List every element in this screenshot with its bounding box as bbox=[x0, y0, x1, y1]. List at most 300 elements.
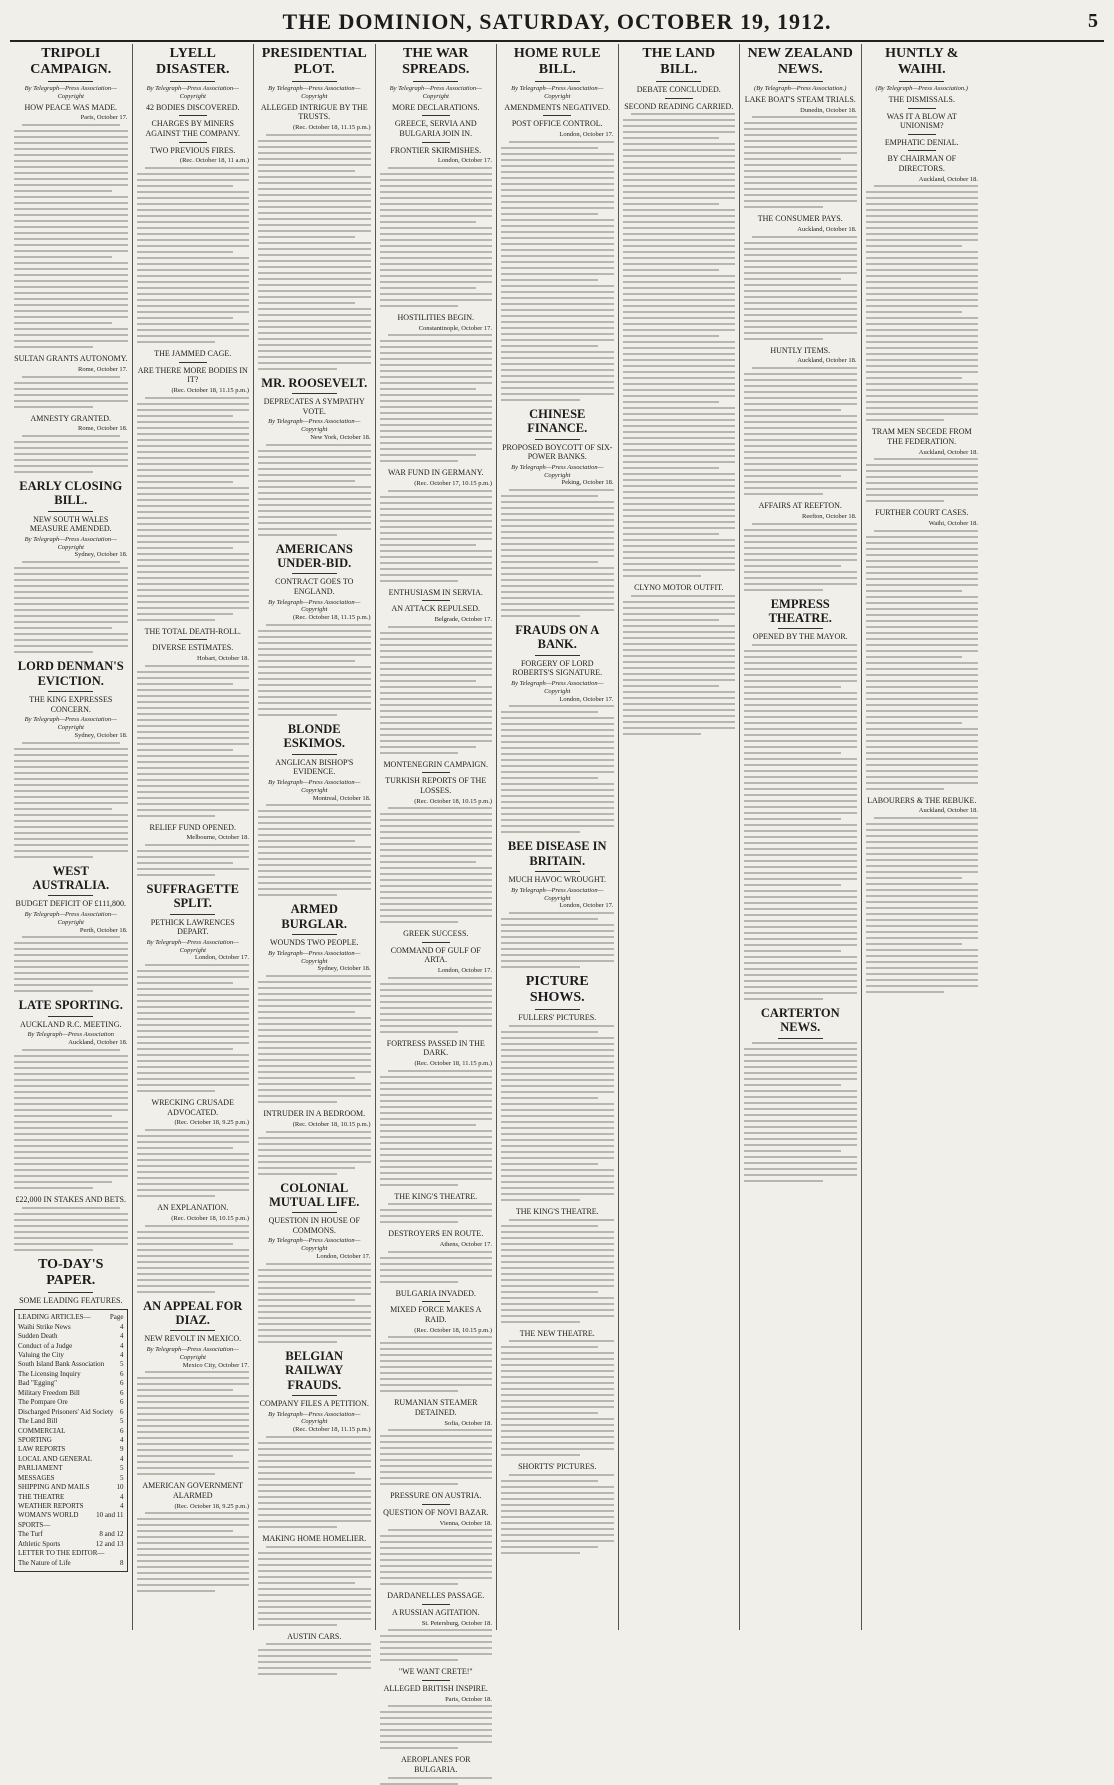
text-line bbox=[744, 308, 857, 310]
text-line bbox=[380, 406, 493, 408]
index-page: 5 bbox=[120, 1360, 124, 1369]
text-line bbox=[380, 1565, 493, 1567]
text-line bbox=[501, 1115, 614, 1117]
text-line bbox=[744, 968, 857, 970]
text-line bbox=[380, 370, 493, 372]
sub-headline: COMPANY FILES A PETITION. bbox=[259, 1398, 369, 1408]
article-body-text bbox=[744, 236, 857, 340]
text-line bbox=[380, 293, 493, 295]
article-section bbox=[744, 46, 857, 208]
text-line bbox=[137, 994, 250, 996]
text-line bbox=[501, 177, 614, 179]
text-line bbox=[623, 631, 736, 633]
text-line bbox=[258, 1269, 371, 1271]
text-line bbox=[380, 185, 493, 187]
text-line bbox=[744, 140, 857, 142]
text-line bbox=[501, 1091, 614, 1093]
text-line bbox=[380, 508, 493, 510]
text-line bbox=[501, 1394, 614, 1396]
text-line bbox=[744, 373, 857, 375]
text-line bbox=[501, 1187, 614, 1189]
text-line bbox=[380, 704, 493, 706]
text-line bbox=[380, 825, 493, 827]
text-line bbox=[258, 1520, 371, 1522]
text-line bbox=[137, 725, 250, 727]
text-line bbox=[380, 843, 493, 845]
text-line bbox=[137, 475, 250, 477]
text-line bbox=[14, 760, 128, 762]
text-line bbox=[501, 1079, 614, 1081]
dateline: London, October 17. bbox=[437, 157, 492, 165]
text-line bbox=[137, 511, 250, 513]
text-line bbox=[744, 559, 857, 561]
article-section bbox=[380, 588, 493, 754]
text-line bbox=[866, 263, 979, 265]
text-line bbox=[380, 1447, 493, 1449]
dateline: London, October 17. bbox=[316, 1253, 371, 1261]
text-line bbox=[501, 1364, 614, 1366]
index-row bbox=[18, 1493, 124, 1502]
text-line bbox=[623, 257, 736, 259]
text-line bbox=[258, 858, 371, 860]
text-line bbox=[258, 1071, 371, 1073]
text-line bbox=[258, 1173, 337, 1175]
text-line bbox=[380, 1541, 493, 1543]
text-line bbox=[380, 1641, 493, 1643]
article-section bbox=[258, 542, 371, 716]
text-line bbox=[866, 407, 979, 409]
text-line bbox=[744, 836, 857, 838]
text-line bbox=[744, 938, 857, 940]
text-line bbox=[380, 746, 477, 748]
text-line bbox=[14, 232, 128, 234]
text-line bbox=[380, 1281, 459, 1283]
text-line bbox=[501, 1285, 614, 1287]
text-line bbox=[137, 251, 234, 253]
text-line bbox=[258, 1594, 371, 1596]
sub-headline: THE KING'S THEATRE. bbox=[394, 1191, 478, 1201]
text-line bbox=[380, 299, 493, 301]
text-line bbox=[380, 1263, 493, 1265]
text-line bbox=[501, 1321, 580, 1323]
text-line bbox=[137, 1066, 250, 1068]
article-body-text bbox=[137, 1129, 250, 1197]
text-line bbox=[258, 308, 371, 310]
text-line bbox=[258, 822, 371, 824]
sub-headline: WOUNDS TWO PEOPLE. bbox=[269, 938, 359, 948]
text-line bbox=[501, 1442, 614, 1444]
text-line bbox=[258, 302, 355, 304]
text-line bbox=[258, 1005, 371, 1007]
text-line bbox=[744, 1108, 857, 1110]
text-line bbox=[145, 397, 250, 399]
text-line bbox=[501, 273, 614, 275]
text-line bbox=[258, 882, 371, 884]
text-line bbox=[501, 1073, 614, 1075]
text-line bbox=[866, 566, 979, 568]
sub-headline: FORGERY OF LORD ROBERTS'S SIGNATURE. bbox=[512, 658, 603, 678]
article-section bbox=[137, 823, 250, 876]
text-line bbox=[744, 182, 857, 184]
text-line bbox=[501, 1406, 614, 1408]
text-line bbox=[380, 1184, 459, 1186]
text-line bbox=[145, 844, 250, 846]
text-line bbox=[623, 667, 736, 669]
article-section bbox=[380, 1289, 493, 1393]
dateline: London, October 17. bbox=[437, 967, 492, 975]
text-line bbox=[137, 541, 250, 543]
text-line bbox=[137, 1572, 250, 1574]
text-line bbox=[501, 1031, 598, 1033]
text-line bbox=[14, 178, 128, 180]
text-line bbox=[137, 329, 250, 331]
text-line bbox=[258, 1101, 337, 1103]
text-line bbox=[744, 866, 857, 868]
text-line bbox=[380, 698, 493, 700]
text-line bbox=[501, 375, 614, 377]
text-line bbox=[623, 347, 736, 349]
article-section bbox=[744, 214, 857, 339]
sub-headline: MUCH HAVOC WROUGHT. bbox=[508, 875, 607, 885]
text-line bbox=[137, 1455, 234, 1457]
article-section bbox=[14, 998, 128, 1189]
dateline: (Rec. October 17, 10.15 p.m.) bbox=[414, 479, 492, 487]
text-line bbox=[14, 160, 128, 162]
text-line bbox=[14, 208, 128, 210]
text-line bbox=[866, 347, 979, 349]
text-line bbox=[258, 1502, 371, 1504]
text-line bbox=[266, 1131, 371, 1133]
text-line bbox=[744, 493, 823, 495]
text-line bbox=[623, 649, 736, 651]
index-row bbox=[18, 1351, 124, 1360]
text-line bbox=[380, 346, 493, 348]
text-line bbox=[623, 533, 720, 535]
text-line bbox=[380, 1019, 493, 1021]
text-line bbox=[258, 522, 371, 524]
text-line bbox=[380, 1106, 493, 1108]
text-line bbox=[623, 443, 736, 445]
text-line bbox=[14, 238, 128, 240]
text-line bbox=[380, 1025, 493, 1027]
text-line bbox=[14, 154, 128, 156]
text-line bbox=[752, 236, 857, 238]
sub-headline: DEPRECATES A SYMPATHY VOTE. bbox=[263, 397, 365, 416]
text-line bbox=[866, 215, 979, 217]
article-section bbox=[137, 349, 250, 621]
text-line bbox=[744, 680, 857, 682]
text-line bbox=[137, 493, 250, 495]
text-line bbox=[501, 225, 614, 227]
text-line bbox=[137, 874, 216, 876]
text-line bbox=[744, 176, 857, 178]
text-line bbox=[501, 1037, 614, 1039]
text-line bbox=[137, 215, 250, 217]
text-line bbox=[623, 497, 736, 499]
article-body-text bbox=[501, 489, 614, 617]
text-line bbox=[623, 131, 736, 133]
text-line bbox=[14, 573, 128, 575]
article-section bbox=[380, 929, 493, 1033]
text-line bbox=[501, 243, 614, 245]
text-line bbox=[380, 1741, 493, 1743]
text-line bbox=[258, 1023, 371, 1025]
index-page: 4 bbox=[120, 1351, 124, 1360]
text-line bbox=[258, 242, 371, 244]
text-line bbox=[501, 321, 614, 323]
text-line bbox=[866, 608, 979, 610]
text-line bbox=[866, 931, 979, 933]
text-line bbox=[866, 257, 979, 259]
text-line bbox=[258, 480, 355, 482]
text-line bbox=[501, 1346, 598, 1348]
text-line bbox=[380, 752, 459, 754]
text-line bbox=[380, 245, 493, 247]
text-line bbox=[744, 427, 857, 429]
sub-headline: AUSTIN CARS. bbox=[287, 1631, 342, 1641]
text-line bbox=[258, 206, 371, 208]
text-line bbox=[380, 662, 493, 664]
text-line bbox=[380, 879, 493, 881]
dateline: (Rec. October 18, 11.15 p.m.) bbox=[171, 386, 249, 394]
text-line bbox=[744, 1114, 857, 1116]
text-line bbox=[744, 583, 857, 585]
text-line bbox=[380, 734, 493, 736]
text-line bbox=[137, 1261, 250, 1263]
text-line bbox=[623, 715, 736, 717]
text-line bbox=[14, 748, 128, 750]
index-page: 4 bbox=[120, 1492, 124, 1501]
divider bbox=[535, 81, 580, 82]
sub-headline: SOME LEADING FEATURES. bbox=[19, 1295, 123, 1305]
text-line bbox=[14, 1121, 128, 1123]
text-line bbox=[501, 1085, 614, 1087]
text-line bbox=[866, 494, 979, 496]
article-body-text bbox=[258, 1643, 371, 1675]
text-line bbox=[501, 513, 614, 515]
text-line bbox=[258, 182, 371, 184]
column-3 bbox=[253, 44, 375, 1641]
text-line bbox=[744, 170, 857, 172]
text-line bbox=[501, 303, 614, 305]
text-line bbox=[258, 450, 371, 452]
text-line bbox=[501, 159, 614, 161]
text-line bbox=[866, 299, 979, 301]
text-line bbox=[258, 248, 371, 250]
text-line bbox=[14, 214, 128, 216]
text-line bbox=[744, 842, 857, 844]
divider bbox=[908, 150, 936, 151]
text-line bbox=[623, 685, 720, 687]
text-line bbox=[380, 915, 493, 917]
index-row bbox=[18, 1379, 124, 1388]
text-line bbox=[380, 1007, 493, 1009]
text-line bbox=[866, 359, 979, 361]
text-line bbox=[501, 1267, 614, 1269]
article-headline: MR. ROOSEVELT. bbox=[261, 375, 368, 390]
text-line bbox=[744, 890, 857, 892]
byline: By Telegraph—Press Association—Copyright bbox=[511, 680, 604, 695]
text-line bbox=[258, 870, 371, 872]
text-line bbox=[380, 376, 493, 378]
text-line bbox=[623, 167, 736, 169]
text-line bbox=[501, 759, 614, 761]
text-line bbox=[744, 565, 841, 567]
text-line bbox=[258, 188, 371, 190]
text-line bbox=[501, 1279, 614, 1281]
text-line bbox=[866, 788, 945, 790]
text-line bbox=[145, 964, 250, 966]
article-headline: HUNTLY & WAIHI. bbox=[885, 46, 959, 78]
text-line bbox=[623, 673, 736, 675]
dateline: Sydney, October 18. bbox=[74, 551, 128, 559]
text-line bbox=[866, 554, 979, 556]
text-line bbox=[14, 808, 112, 810]
text-line bbox=[258, 272, 371, 274]
text-line bbox=[866, 907, 979, 909]
text-line bbox=[258, 468, 371, 470]
article-body-text bbox=[380, 1705, 493, 1749]
dateline: Belgrade, October 17. bbox=[434, 615, 492, 623]
article-headline: LORD DENMAN'S EVICTION. bbox=[17, 659, 124, 688]
byline: By Telegraph—Press Association—Copyright bbox=[24, 85, 117, 100]
text-line bbox=[380, 269, 493, 271]
text-line bbox=[501, 165, 614, 167]
text-line bbox=[137, 1159, 250, 1161]
article-section bbox=[744, 597, 857, 1000]
text-line bbox=[137, 1147, 234, 1149]
text-line bbox=[866, 746, 979, 748]
text-line bbox=[744, 722, 857, 724]
sub-headline: THE NEW THEATRE. bbox=[519, 1328, 595, 1338]
text-line bbox=[137, 559, 250, 561]
text-line bbox=[145, 1129, 250, 1131]
text-line bbox=[380, 424, 493, 426]
text-line bbox=[623, 335, 720, 337]
text-line bbox=[380, 680, 477, 682]
text-line bbox=[501, 519, 614, 521]
article-section bbox=[623, 583, 736, 735]
text-line bbox=[14, 820, 128, 822]
text-line bbox=[137, 529, 250, 531]
sub-headline: MONTENEGRIN CAMPAIGN. bbox=[383, 759, 489, 769]
text-line bbox=[866, 835, 979, 837]
text-line bbox=[631, 595, 736, 597]
text-line bbox=[380, 722, 493, 724]
text-line bbox=[380, 1178, 493, 1180]
article-headline: HOME RULE BILL. bbox=[513, 46, 601, 78]
text-line bbox=[380, 1577, 493, 1579]
text-line bbox=[137, 970, 250, 972]
text-line bbox=[137, 239, 250, 241]
text-line bbox=[380, 1082, 493, 1084]
text-line bbox=[744, 656, 857, 658]
text-line bbox=[137, 815, 216, 817]
text-line bbox=[744, 409, 841, 411]
text-line bbox=[137, 1407, 250, 1409]
text-line bbox=[866, 895, 979, 897]
text-line bbox=[501, 549, 614, 551]
text-line bbox=[501, 1139, 614, 1141]
text-line bbox=[744, 974, 857, 976]
text-line bbox=[866, 590, 963, 592]
divider bbox=[413, 81, 458, 82]
article-section bbox=[501, 839, 614, 968]
text-line bbox=[137, 1548, 250, 1550]
text-line bbox=[258, 236, 355, 238]
text-line bbox=[501, 237, 614, 239]
text-line bbox=[744, 332, 857, 334]
text-line bbox=[866, 353, 979, 355]
index-label: LOCAL AND GENERAL bbox=[18, 1454, 93, 1463]
text-line bbox=[258, 1161, 371, 1163]
text-line bbox=[866, 371, 979, 373]
text-line bbox=[258, 266, 371, 268]
text-line bbox=[137, 976, 250, 978]
sub-headline: BULGARIA INVADED. bbox=[395, 1288, 476, 1298]
index-row bbox=[18, 1389, 124, 1398]
text-line bbox=[380, 556, 493, 558]
text-line bbox=[14, 1085, 128, 1087]
text-line bbox=[744, 800, 857, 802]
dateline: Montreal, October 18. bbox=[312, 794, 371, 802]
text-line bbox=[137, 1431, 250, 1433]
text-line bbox=[380, 1154, 493, 1156]
text-line bbox=[258, 1293, 371, 1295]
column-7 bbox=[739, 44, 861, 1630]
text-line bbox=[137, 565, 250, 567]
text-line bbox=[501, 723, 614, 725]
text-line bbox=[866, 572, 979, 574]
text-line bbox=[866, 955, 979, 957]
text-line bbox=[866, 500, 945, 502]
text-line bbox=[137, 305, 250, 307]
article-section bbox=[258, 722, 371, 896]
article-body-text bbox=[744, 1042, 857, 1182]
text-line bbox=[501, 267, 614, 269]
text-line bbox=[744, 475, 841, 477]
article-headline: AN APPEAL FOR DIAZ. bbox=[143, 1298, 243, 1327]
article-body-text bbox=[501, 912, 614, 968]
text-line bbox=[137, 1377, 250, 1379]
text-line bbox=[380, 873, 493, 875]
text-line bbox=[874, 458, 979, 460]
text-line bbox=[137, 1590, 216, 1592]
text-line bbox=[501, 543, 614, 545]
text-line bbox=[501, 831, 580, 833]
sub-headline: FORTRESS PASSED IN THE DARK. bbox=[386, 1038, 485, 1058]
text-line bbox=[380, 233, 493, 235]
text-line bbox=[509, 1474, 614, 1476]
text-line bbox=[137, 1183, 250, 1185]
text-line bbox=[258, 987, 371, 989]
text-line bbox=[258, 1526, 337, 1528]
divider bbox=[422, 772, 450, 773]
sub-headline: LABOURERS & THE REBUKE. bbox=[867, 795, 977, 805]
text-line bbox=[874, 530, 979, 532]
text-line bbox=[501, 309, 614, 311]
text-line bbox=[744, 1180, 823, 1182]
text-line bbox=[137, 185, 234, 187]
text-line bbox=[623, 691, 736, 693]
sub-headline: ALLEGED BRITISH INSPIRE. bbox=[383, 1683, 488, 1693]
index-row bbox=[18, 1502, 124, 1511]
text-line bbox=[14, 304, 128, 306]
divider bbox=[778, 81, 823, 82]
text-line bbox=[380, 903, 493, 905]
article-body-text bbox=[380, 334, 493, 462]
text-line bbox=[14, 1213, 128, 1215]
